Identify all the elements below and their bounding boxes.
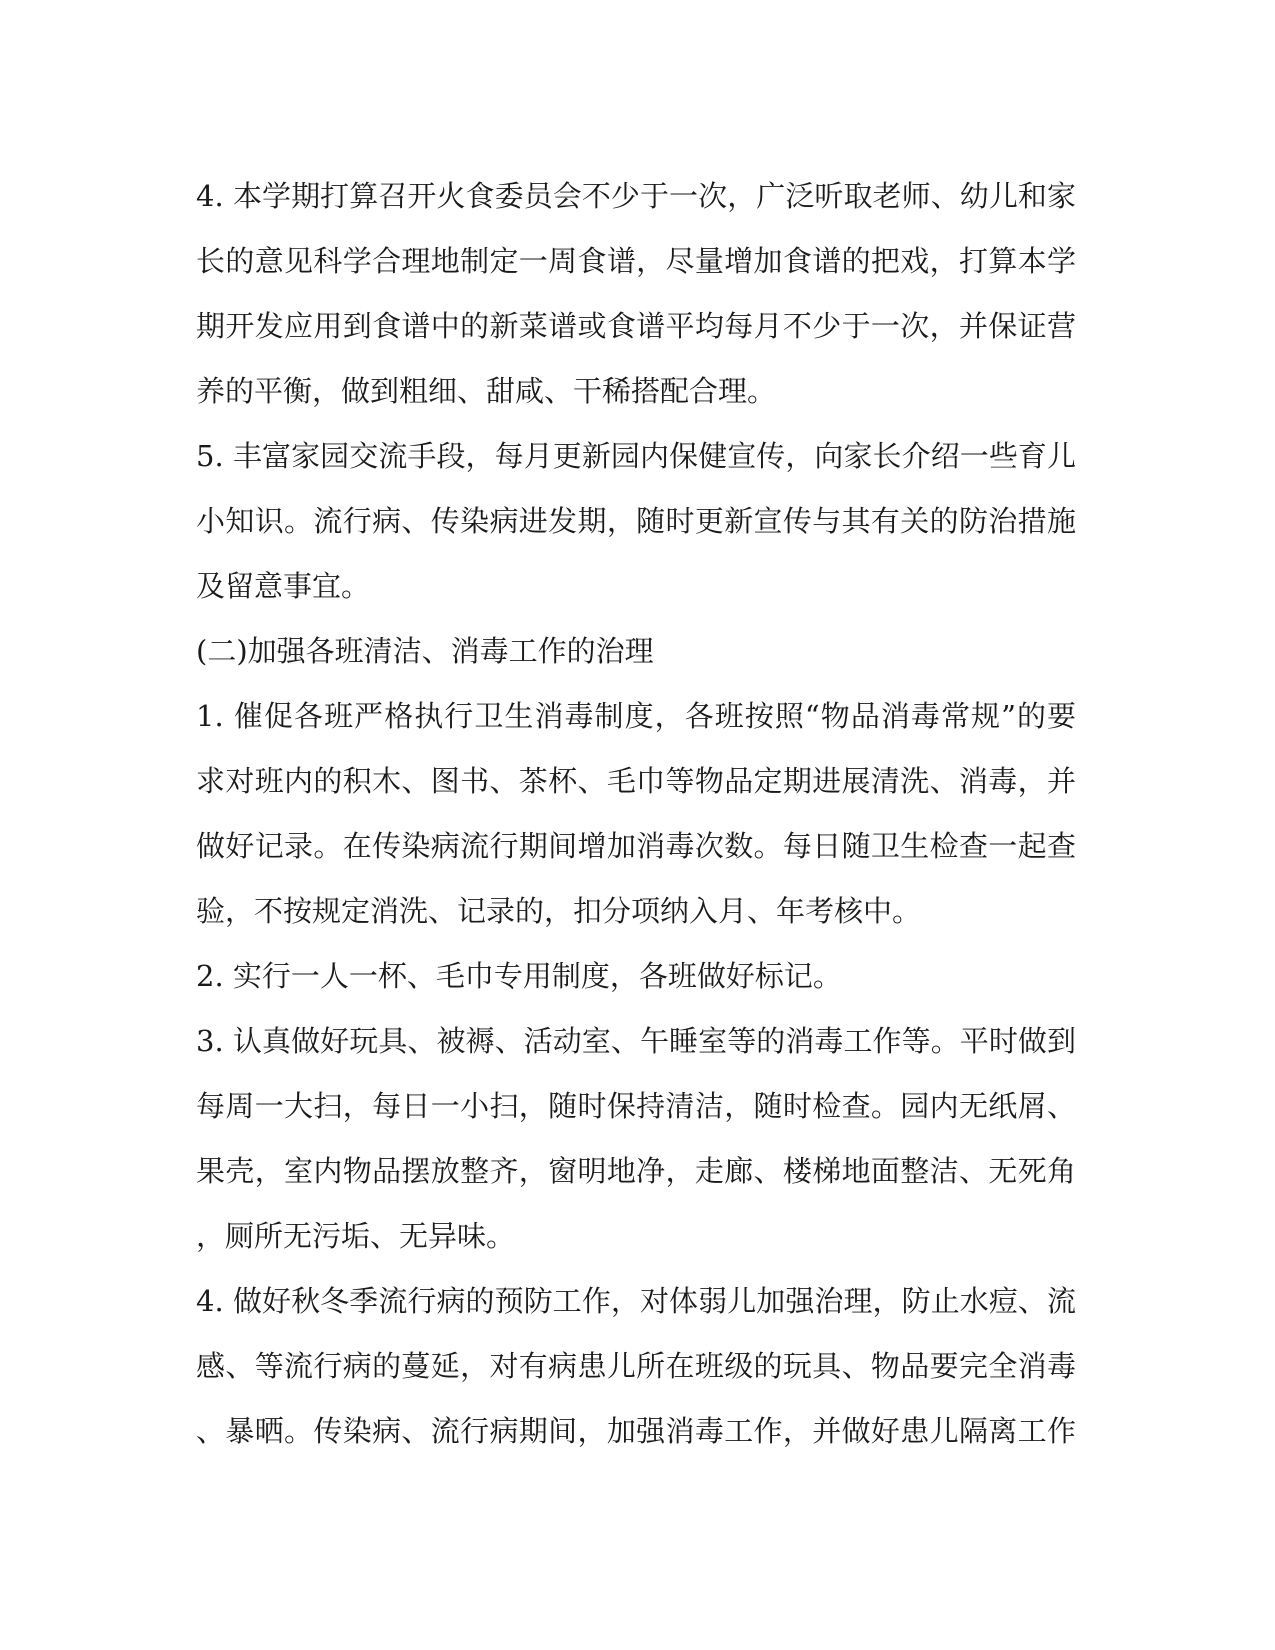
- text-line: 养的平衡，做到粗细、甜咸、干稀搭配合理。: [196, 374, 777, 408]
- text-line: 感、等流行病的蔓延，对有病患儿所在班级的玩具、物品要完全消毒: [196, 1349, 1076, 1383]
- text-line: 期开发应用到食谱中的新菜谱或食谱平均每月不少于一次，并保证营: [196, 309, 1076, 343]
- text-line: 小知识。流行病、传染病进发期，随时更新宣传与其有关的防治措施: [196, 504, 1076, 538]
- text-line: 、暴晒。传染病、流行病期间，加强消毒工作，并做好患儿隔离工作: [196, 1414, 1076, 1448]
- text-line: 4. 做好秋冬季流行病的预防工作，对体弱儿加强治理，防止水痘、流: [196, 1284, 1076, 1318]
- text-line: 验，不按规定消洗、记录的，扣分项纳入月、年考核中。: [196, 894, 922, 928]
- text-line: 求对班内的积木、图书、茶杯、毛巾等物品定期进展清洗、消毒，并: [196, 764, 1076, 798]
- text-line: 长的意见科学合理地制定一周食谱，尽量增加食谱的把戏，打算本学: [196, 244, 1076, 278]
- document-body: [196, 164, 1076, 1464]
- text-line: ，厕所无污垢、无异味。: [196, 1219, 516, 1253]
- text-line: 5. 丰富家园交流手段，每月更新园内保健宣传，向家长介绍一些育儿: [196, 439, 1076, 473]
- text-line: 做好记录。在传染病流行期间增加消毒次数。每日随卫生检查一起查: [196, 829, 1076, 863]
- text-line: 每周一大扫，每日一小扫，随时保持清洁，随时检查。园内无纸屑、: [196, 1089, 1076, 1123]
- text-line: 3. 认真做好玩具、被褥、活动室、午睡室等的消毒工作等。平时做到: [196, 1024, 1076, 1058]
- text-line: 及留意事宜。: [196, 569, 371, 603]
- text-line: 1. 催促各班严格执行卫生消毒制度，各班按照“物品消毒常规”的要: [196, 699, 1076, 733]
- text-line: 果壳，室内物品摆放整齐，窗明地净，走廊、楼梯地面整洁、无死角: [196, 1154, 1076, 1188]
- text-line: 4. 本学期打算召开火食委员会不少于一次，广泛听取老师、幼儿和家: [196, 179, 1076, 213]
- text-line: (二)加强各班清洁、消毒工作的治理: [196, 634, 654, 668]
- text-line: 2. 实行一人一杯、毛巾专用制度，各班做好标记。: [196, 959, 842, 993]
